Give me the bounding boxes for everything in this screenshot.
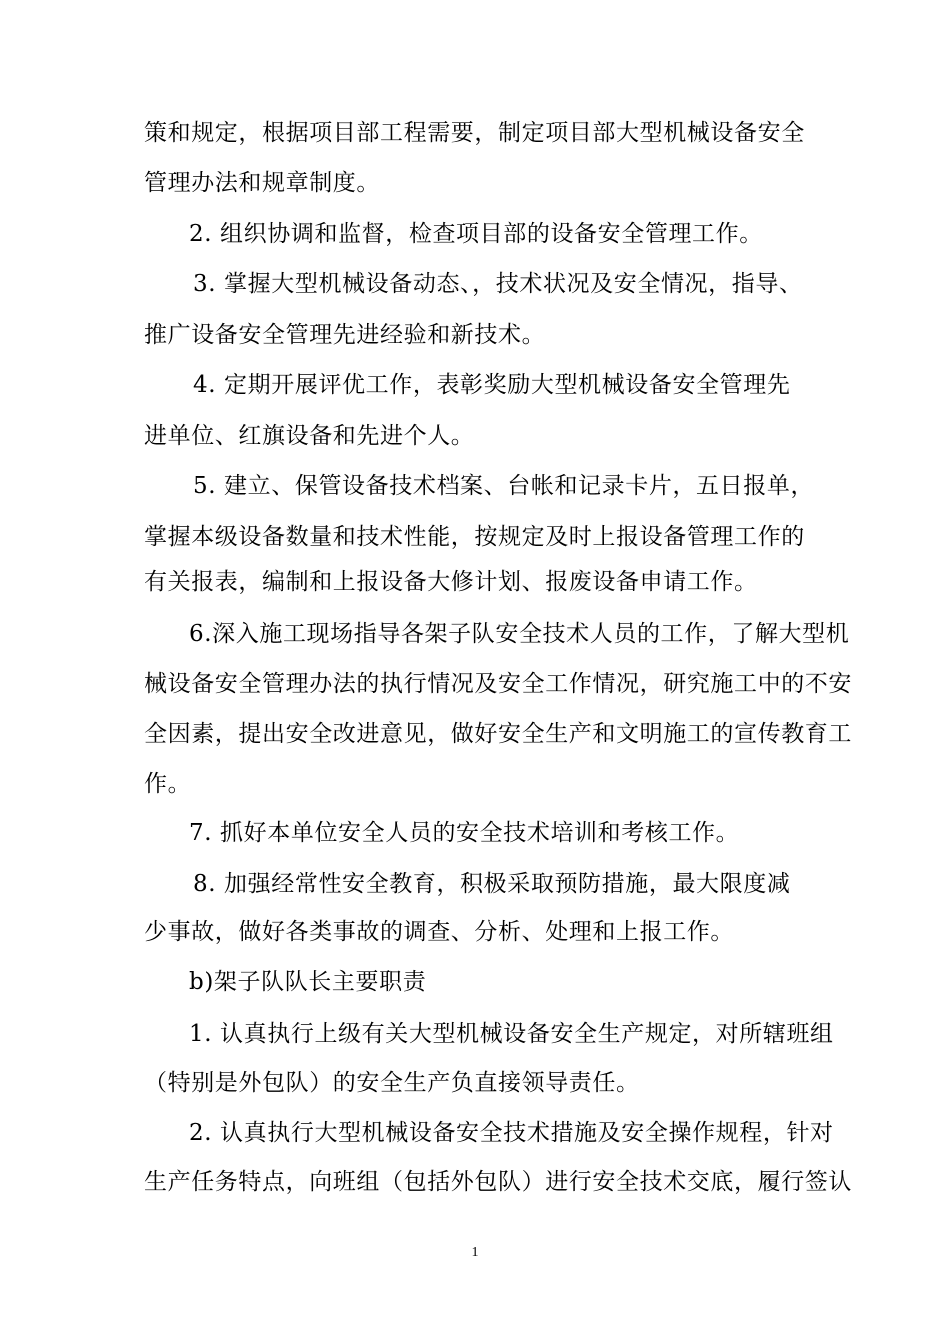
text-line: 策和规定，根据项目部工程需要，制定项目部大型机械设备安全 bbox=[144, 120, 805, 146]
text-line: 械设备安全管理办法的执行情况及安全工作情况，研究施工中的不安 bbox=[144, 671, 852, 697]
text-line: 有关报表，编制和上报设备大修计划、报废设备申请工作。 bbox=[144, 569, 758, 595]
text-line: 2. 组织协调和监督，检查项目部的设备安全管理工作。 bbox=[189, 221, 763, 247]
page-number: 1 bbox=[471, 1245, 479, 1260]
text-line: 少事故，做好各类事故的调查、分析、处理和上报工作。 bbox=[144, 919, 734, 945]
section-heading: b)架子队队长主要职责 bbox=[189, 969, 427, 995]
text-line: 作。 bbox=[144, 771, 192, 797]
text-line: 生产任务特点，向班组（包括外包队）进行安全技术交底，履行签认 bbox=[144, 1169, 852, 1195]
text-line: 掌握本级设备数量和技术性能，按规定及时上报设备管理工作的 bbox=[144, 524, 805, 550]
text-line: 7. 抓好本单位安全人员的安全技术培训和考核工作。 bbox=[189, 820, 740, 846]
text-line: 6.深入施工现场指导各架子队安全技术人员的工作，了解大型机 bbox=[189, 621, 850, 647]
text-line: 4. 定期开展评优工作，表彰奖励大型机械设备安全管理先 bbox=[193, 372, 791, 398]
text-line: 3. 掌握大型机械设备动态、，技术状况及安全情况，指导、 bbox=[193, 271, 803, 297]
text-line: 2. 认真执行大型机械设备安全技术措施及安全操作规程，针对 bbox=[189, 1120, 834, 1146]
text-line: 5. 建立、保管设备技术档案、台帐和记录卡片，五日报单， bbox=[193, 473, 815, 499]
text-line: 8. 加强经常性安全教育，积极采取预防措施，最大限度减 bbox=[193, 871, 791, 897]
text-line: 全因素，提出安全改进意见，做好安全生产和文明施工的宣传教育工 bbox=[144, 721, 852, 747]
text-line: （特别是外包队）的安全生产负直接领导责任。 bbox=[144, 1070, 640, 1096]
text-line: 推广设备安全管理先进经验和新技术。 bbox=[144, 322, 546, 348]
text-line: 1. 认真执行上级有关大型机械设备安全生产规定，对所辖班组 bbox=[189, 1021, 834, 1047]
text-line: 进单位、红旗设备和先进个人。 bbox=[144, 423, 475, 449]
text-line: 管理办法和规章制度。 bbox=[144, 170, 380, 196]
